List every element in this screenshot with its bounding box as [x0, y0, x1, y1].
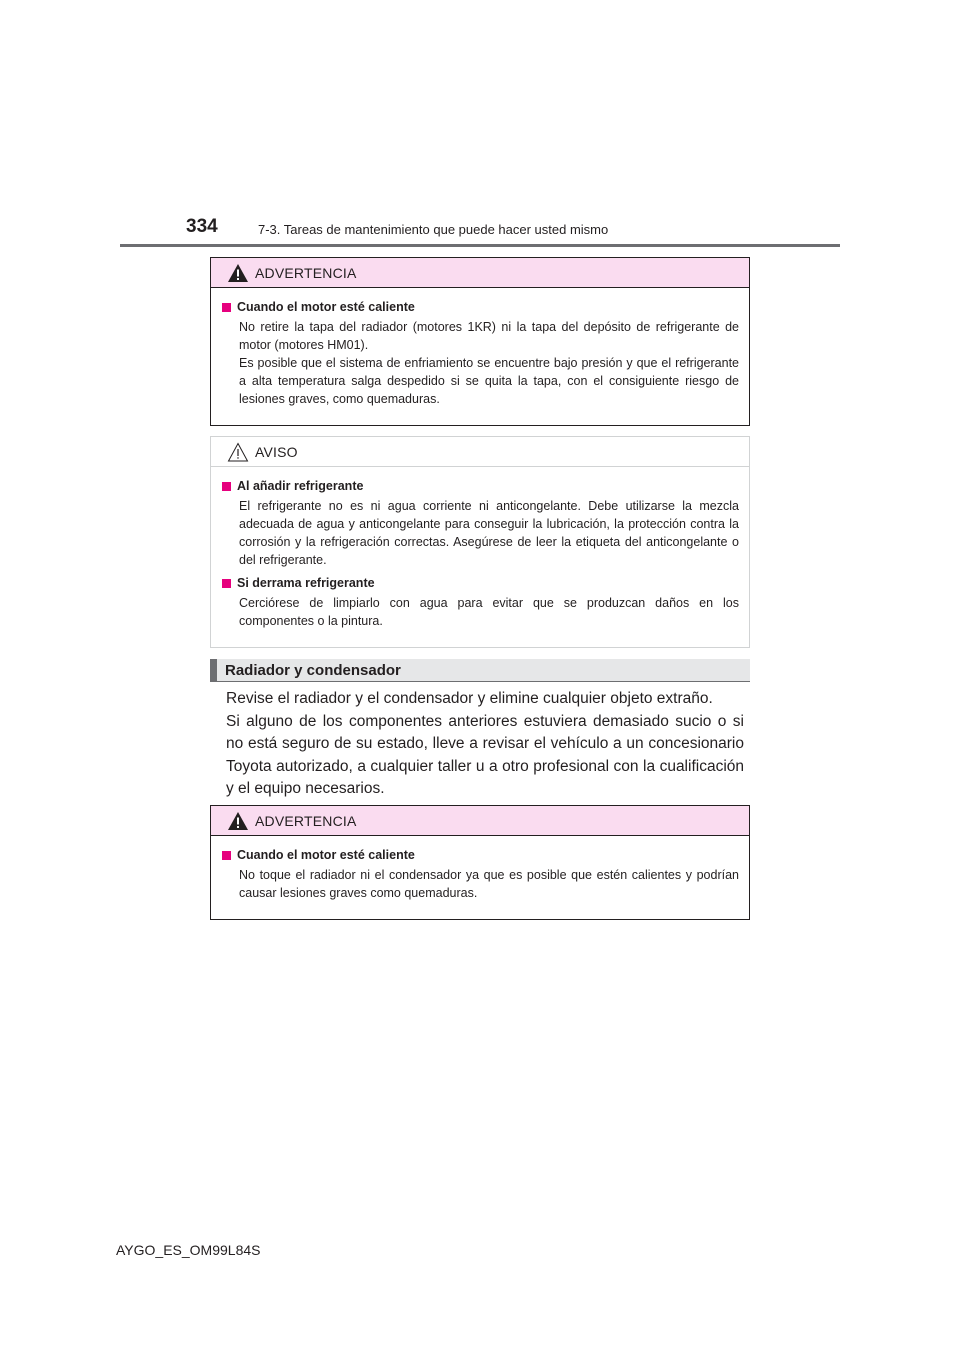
body-paragraph-1: Revise el radiador y el condensador y elimine cualquier objeto extraño. — [226, 690, 713, 707]
square-bullet-icon — [222, 579, 231, 588]
warning-box-2 — [210, 805, 750, 920]
warning-title: ADVERTENCIA — [255, 264, 357, 281]
header-divider — [120, 244, 840, 247]
notice-item-text: Cerciórese de limpiarlo con agua para evitar que se produzcan daños en los componentes o la pintura. — [239, 596, 739, 628]
notice-item-heading: Si derrama refrigerante — [221, 575, 739, 592]
section-title: 7-3. Tareas de mantenimiento que puede hacer usted mismo — [258, 222, 609, 237]
square-bullet-icon — [222, 303, 231, 312]
notice-box — [210, 436, 750, 648]
warning-triangle-icon — [227, 263, 249, 283]
notice-item-text: El refrigerante no es ni agua corriente ni anticongelante. Debe utilizarse la mezcla adecuada de agua y anticongelante para conseguir la lubricación, la protección contra la corrosión y la refrigeración correctas. Asegúrese de leer la etiqueta del anticongelante o del refrigerante. — [239, 499, 739, 567]
warning-item-text: No retire la tapa del radiador (motores 1KR) ni la tapa del depósito de refrigerante de motor (motores HM01). Es posible que el sistema de enfriamiento se encuentre bajo presión y que el refrigerante a alta temperatura salga despedido si se quita la tapa, con el consiguiente riesgo de lesiones graves, como quemaduras. — [239, 320, 739, 406]
document-code: AYGO_ES_OM99L84S — [116, 1242, 261, 1258]
square-bullet-icon — [222, 851, 231, 860]
notice-item-heading: Al añadir refrigerante — [221, 478, 739, 495]
warning-box-header — [211, 258, 749, 288]
warning-box-1 — [210, 257, 750, 426]
heading-accent — [210, 659, 217, 682]
notice-box-header — [211, 437, 749, 467]
section-heading-text: Radiador y condensador — [225, 661, 401, 679]
body-paragraph-2: Si alguno de los componentes anteriores estuviera demasiado sucio o si no está seguro de su estado, lleve a revisar el vehículo a un concesionario Toyota autorizado, a cualquier taller u a otro profesional con la cualificación y el equipo necesarios. — [226, 712, 744, 797]
warning-item-text: No toque el radiador ni el condensador ya que es posible que estén calientes y podrían causar lesiones graves como quemaduras. — [239, 868, 739, 900]
notice-title: AVISO — [255, 443, 298, 460]
caution-triangle-icon — [227, 442, 249, 462]
warning-item-heading: Cuando el motor esté caliente — [221, 299, 739, 316]
warning-title: ADVERTENCIA — [255, 812, 357, 829]
warning-box-header — [211, 806, 749, 836]
body-text — [226, 688, 744, 801]
section-heading — [210, 659, 750, 682]
warning-triangle-icon — [227, 811, 249, 831]
page-number: 334 — [186, 216, 218, 237]
warning-item-heading: Cuando el motor esté caliente — [221, 847, 739, 864]
square-bullet-icon — [222, 482, 231, 491]
